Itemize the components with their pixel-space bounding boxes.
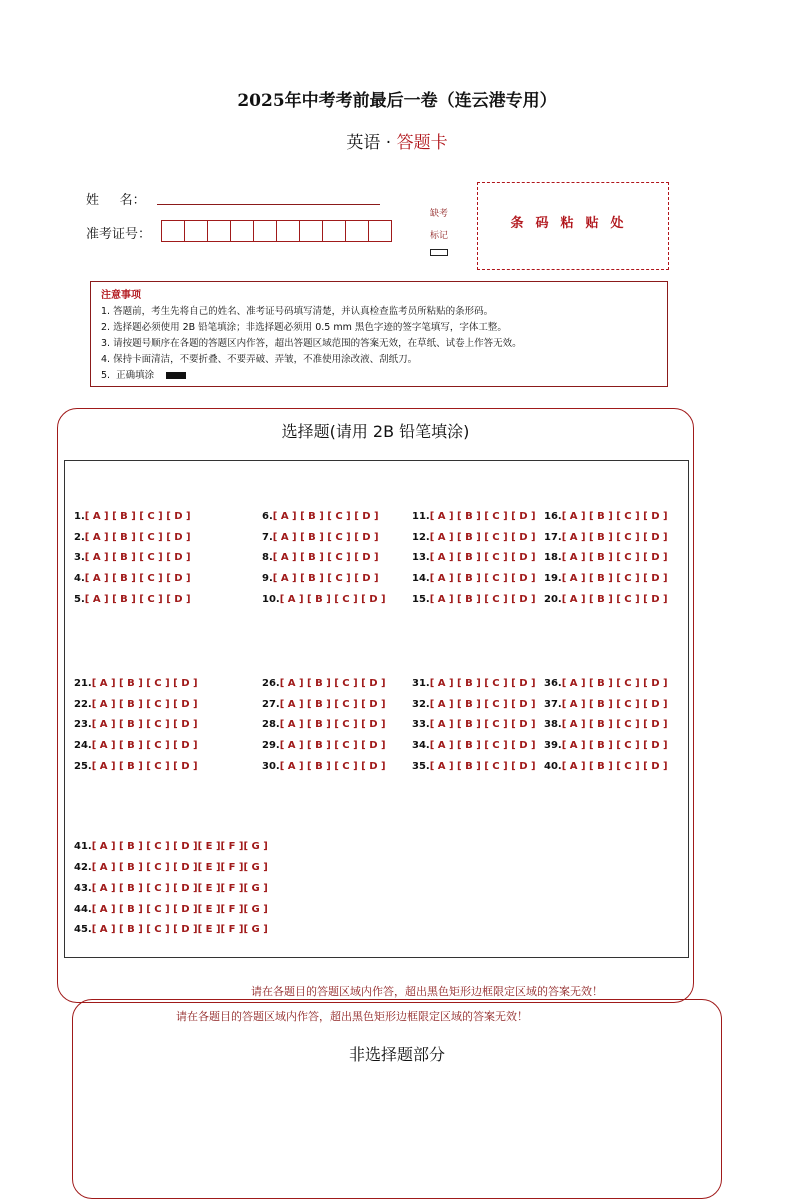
answer-bubbles[interactable]: [ A ] [ B ] [ C ] [ D ] bbox=[279, 678, 386, 689]
answer-bubbles[interactable]: [ A ] [ B ] [ C ] [ D ][ E ][ F ][ G ] bbox=[91, 862, 268, 873]
question-row bbox=[544, 511, 668, 522]
answer-bubbles[interactable]: [ A ] [ B ] [ C ] [ D ] bbox=[429, 699, 536, 710]
question-number: 23. bbox=[74, 719, 92, 730]
question-row bbox=[412, 699, 536, 710]
answer-bubbles[interactable]: [ A ] [ B ] [ C ] [ D ][ E ][ F ][ G ] bbox=[91, 904, 268, 915]
question-row bbox=[262, 719, 386, 730]
question-number: 27. bbox=[262, 699, 280, 710]
question-row bbox=[74, 678, 198, 689]
question-number: 33. bbox=[412, 719, 430, 730]
question-row bbox=[412, 594, 536, 605]
question-row bbox=[74, 552, 191, 563]
answer-bubbles[interactable]: [ A ] [ B ] [ C ] [ D ] bbox=[279, 761, 386, 772]
answer-bubbles[interactable]: [ A ] [ B ] [ C ] [ D ] bbox=[279, 740, 386, 751]
answer-bubbles[interactable]: [ A ] [ B ] [ C ] [ D ] bbox=[561, 740, 668, 751]
exam-id-label: 准考证号： bbox=[86, 227, 152, 242]
answer-bubbles[interactable]: [ A ] [ B ] [ C ] [ D ] bbox=[429, 511, 536, 522]
question-number: 31. bbox=[412, 678, 430, 689]
question-number: 39. bbox=[544, 740, 562, 751]
question-row bbox=[544, 761, 668, 772]
answer-bubbles[interactable]: [ A ] [ B ] [ C ] [ D ] bbox=[561, 678, 668, 689]
question-row bbox=[412, 761, 536, 772]
non-choice-section bbox=[72, 999, 722, 1199]
question-number: 35. bbox=[412, 761, 430, 772]
question-number: 40. bbox=[544, 761, 562, 772]
question-number: 44. bbox=[74, 904, 92, 915]
question-number: 14. bbox=[412, 573, 430, 584]
answer-bubbles[interactable]: [ A ] [ B ] [ C ] [ D ] bbox=[429, 678, 536, 689]
question-number: 30. bbox=[262, 761, 280, 772]
non-choice-section-title: 非选择题部分 bbox=[348, 1045, 445, 1064]
question-row bbox=[262, 552, 379, 563]
answer-bubbles[interactable]: [ A ] [ B ] [ C ] [ D ] bbox=[84, 573, 191, 584]
question-row bbox=[412, 511, 536, 522]
question-row bbox=[262, 594, 386, 605]
boundary-warning-2: 请在各题目的答题区域内作答，超出黑色矩形边框限定区域的答案无效！ bbox=[176, 1010, 528, 1023]
question-row bbox=[412, 552, 536, 563]
answer-bubbles[interactable]: [ A ] [ B ] [ C ] [ D ][ E ][ F ][ G ] bbox=[91, 924, 268, 935]
question-row bbox=[74, 573, 191, 584]
boundary-warning-1: 请在各题目的答题区域内作答，超出黑色矩形边框限定区域的答案无效！ bbox=[251, 985, 603, 998]
question-number: 22. bbox=[74, 699, 92, 710]
answer-bubbles[interactable]: [ A ] [ B ] [ C ] [ D ] bbox=[561, 511, 668, 522]
question-row bbox=[412, 719, 536, 730]
question-number: 24. bbox=[74, 740, 92, 751]
notes-title: 注意事项 bbox=[101, 290, 141, 301]
question-number: 37. bbox=[544, 699, 562, 710]
answer-bubbles[interactable]: [ A ] [ B ] [ C ] [ D ] bbox=[272, 573, 379, 584]
question-row bbox=[74, 883, 268, 894]
answer-card-label: 答题卡 bbox=[396, 133, 448, 153]
question-number: 8. bbox=[262, 552, 273, 563]
question-number: 45. bbox=[74, 924, 92, 935]
notes-box bbox=[90, 281, 668, 387]
question-row bbox=[544, 699, 668, 710]
question-row bbox=[262, 740, 386, 751]
question-number: 3. bbox=[74, 552, 85, 563]
exam-id-digit-box[interactable] bbox=[299, 220, 323, 242]
question-row bbox=[544, 740, 668, 751]
answer-bubbles[interactable]: [ A ] [ B ] [ C ] [ D ] bbox=[429, 552, 536, 563]
answer-bubbles[interactable]: [ A ] [ B ] [ C ] [ D ] bbox=[84, 552, 191, 563]
question-number: 4. bbox=[74, 573, 85, 584]
answer-bubbles[interactable]: [ A ] [ B ] [ C ] [ D ] bbox=[429, 740, 536, 751]
answer-bubbles[interactable]: [ A ] [ B ] [ C ] [ D ] bbox=[272, 511, 379, 522]
question-number: 10. bbox=[262, 594, 280, 605]
subject-heading bbox=[0, 128, 794, 153]
question-row bbox=[262, 761, 386, 772]
note-item-4: 4. 保持卡面清洁，不要折叠、不要弄破、弄皱，不准使用涂改液、刮纸刀。 bbox=[101, 354, 418, 365]
question-number: 15. bbox=[412, 594, 430, 605]
answer-bubbles[interactable]: [ A ] [ B ] [ C ] [ D ] bbox=[561, 573, 668, 584]
question-number: 6. bbox=[262, 511, 273, 522]
answer-bubbles[interactable]: [ A ] [ B ] [ C ] [ D ][ E ][ F ][ G ] bbox=[91, 883, 268, 894]
absent-line-1: 缺考 bbox=[429, 209, 448, 219]
barcode-label: 条码粘贴处 bbox=[510, 216, 636, 231]
question-row bbox=[412, 532, 536, 543]
question-row bbox=[74, 719, 198, 730]
question-row bbox=[544, 678, 668, 689]
exam-title: 2025年中考考前最后一卷（连云港专用） bbox=[237, 91, 557, 111]
answer-bubbles[interactable]: [ A ] [ B ] [ C ] [ D ] bbox=[561, 761, 668, 772]
answer-bubbles[interactable]: [ A ] [ B ] [ C ] [ D ] bbox=[561, 532, 668, 543]
question-row bbox=[74, 841, 268, 852]
answer-bubbles[interactable]: [ A ] [ B ] [ C ] [ D ] bbox=[561, 699, 668, 710]
answer-bubbles[interactable]: [ A ] [ B ] [ C ] [ D ] bbox=[429, 761, 536, 772]
exam-id-digit-box[interactable] bbox=[161, 220, 185, 242]
answer-bubbles[interactable]: [ A ] [ B ] [ C ] [ D ] bbox=[429, 594, 536, 605]
question-number: 25. bbox=[74, 761, 92, 772]
absent-line-2: 标记 bbox=[429, 231, 448, 241]
note-item-1: 1. 答题前，考生先将自己的姓名、准考证号码填写清楚，并认真检查监考员所粘贴的条形码。 bbox=[101, 306, 494, 317]
question-row bbox=[74, 699, 198, 710]
note-item-3: 3. 请按题号顺序在各题的答题区内作答，超出答题区域范围的答案无效，在草纸、试卷上作答无效。 bbox=[101, 338, 522, 349]
question-number: 9. bbox=[262, 573, 273, 584]
question-number: 19. bbox=[544, 573, 562, 584]
question-number: 2. bbox=[74, 532, 85, 543]
question-row bbox=[544, 552, 668, 563]
absent-checkbox[interactable] bbox=[430, 249, 448, 256]
question-number: 41. bbox=[74, 841, 92, 852]
question-number: 5. bbox=[74, 594, 85, 605]
question-number: 17. bbox=[544, 532, 562, 543]
question-number: 12. bbox=[412, 532, 430, 543]
question-number: 42. bbox=[74, 862, 92, 873]
answer-bubbles[interactable]: [ A ] [ B ] [ C ] [ D ] bbox=[429, 573, 536, 584]
question-row bbox=[412, 573, 536, 584]
question-row bbox=[74, 924, 268, 935]
answer-bubbles[interactable]: [ A ] [ B ] [ C ] [ D ] bbox=[561, 719, 668, 730]
question-number: 29. bbox=[262, 740, 280, 751]
note-item-5 bbox=[101, 368, 667, 384]
answer-bubbles[interactable]: [ A ] [ B ] [ C ] [ D ] bbox=[84, 594, 191, 605]
question-number: 38. bbox=[544, 719, 562, 730]
question-row bbox=[262, 678, 386, 689]
question-number: 11. bbox=[412, 511, 430, 522]
exam-id-digit-box[interactable] bbox=[368, 220, 392, 242]
question-number: 16. bbox=[544, 511, 562, 522]
exam-id-digit-box[interactable] bbox=[276, 220, 300, 242]
answer-bubbles[interactable]: [ A ] [ B ] [ C ] [ D ] bbox=[561, 552, 668, 563]
answer-bubbles[interactable]: [ A ] [ B ] [ C ] [ D ] bbox=[279, 594, 386, 605]
question-row bbox=[262, 573, 379, 584]
question-row bbox=[412, 678, 536, 689]
question-row bbox=[544, 573, 668, 584]
question-number: 1. bbox=[74, 511, 85, 522]
answer-bubbles[interactable]: [ A ] [ B ] [ C ] [ D ] bbox=[272, 552, 379, 563]
question-row bbox=[544, 594, 668, 605]
answer-bubbles[interactable]: [ A ] [ B ] [ C ] [ D ] bbox=[429, 719, 536, 730]
absent-mark-label bbox=[421, 203, 457, 247]
question-number: 26. bbox=[262, 678, 280, 689]
question-row bbox=[412, 740, 536, 751]
question-row bbox=[74, 511, 191, 522]
note-item-2: 2. 选择题必须使用 2B 铅笔填涂；非选择题必须用 0.5 mm 黑色字迹的签字笔填写，字体工整。 bbox=[101, 322, 507, 333]
question-row bbox=[74, 594, 191, 605]
question-row bbox=[544, 719, 668, 730]
exam-id-boxes[interactable] bbox=[161, 220, 391, 242]
question-row bbox=[74, 904, 268, 915]
question-number: 32. bbox=[412, 699, 430, 710]
exam-id-digit-box[interactable] bbox=[322, 220, 346, 242]
answer-bubbles[interactable]: [ A ] [ B ] [ C ] [ D ] bbox=[91, 699, 198, 710]
answer-bubbles[interactable]: [ A ] [ B ] [ C ] [ D ] bbox=[279, 699, 386, 710]
answer-bubbles[interactable]: [ A ] [ B ] [ C ] [ D ] bbox=[91, 678, 198, 689]
answer-bubbles[interactable]: [ A ] [ B ] [ C ] [ D ] bbox=[84, 532, 191, 543]
question-row bbox=[262, 511, 379, 522]
exam-id-digit-box[interactable] bbox=[230, 220, 254, 242]
question-number: 7. bbox=[262, 532, 273, 543]
question-number: 36. bbox=[544, 678, 562, 689]
question-number: 34. bbox=[412, 740, 430, 751]
answer-bubbles[interactable]: [ A ] [ B ] [ C ] [ D ] bbox=[91, 761, 198, 772]
answer-bubbles[interactable]: [ A ] [ B ] [ C ] [ D ] bbox=[91, 719, 198, 730]
question-number: 21. bbox=[74, 678, 92, 689]
question-number: 28. bbox=[262, 719, 280, 730]
question-row bbox=[74, 740, 198, 751]
exam-id-digit-box[interactable] bbox=[207, 220, 231, 242]
question-number: 18. bbox=[544, 552, 562, 563]
question-row bbox=[74, 862, 268, 873]
exam-id-digit-box[interactable] bbox=[345, 220, 369, 242]
answer-bubbles[interactable]: [ A ] [ B ] [ C ] [ D ] bbox=[91, 740, 198, 751]
answer-bubbles[interactable]: [ A ] [ B ] [ C ] [ D ] bbox=[561, 594, 668, 605]
name-label: 姓 名： bbox=[86, 193, 146, 208]
question-number: 43. bbox=[74, 883, 92, 894]
question-row bbox=[74, 761, 198, 772]
note-item-5-text: 5. 正确填涂 bbox=[101, 370, 155, 381]
question-row bbox=[262, 532, 379, 543]
answer-bubbles[interactable]: [ A ] [ B ] [ C ] [ D ] bbox=[429, 532, 536, 543]
answer-bubbles[interactable]: [ A ] [ B ] [ C ] [ D ] bbox=[279, 719, 386, 730]
exam-id-digit-box[interactable] bbox=[253, 220, 277, 242]
question-row bbox=[544, 532, 668, 543]
question-number: 20. bbox=[544, 594, 562, 605]
name-field[interactable] bbox=[157, 204, 380, 205]
exam-id-digit-box[interactable] bbox=[184, 220, 208, 242]
separator-dot: · bbox=[385, 133, 392, 153]
question-number: 13. bbox=[412, 552, 430, 563]
answer-bubbles[interactable]: [ A ] [ B ] [ C ] [ D ][ E ][ F ][ G ] bbox=[91, 841, 268, 852]
answer-bubbles[interactable]: [ A ] [ B ] [ C ] [ D ] bbox=[84, 511, 191, 522]
question-row bbox=[74, 532, 191, 543]
question-row bbox=[262, 699, 386, 710]
subject-name: 英语 bbox=[346, 133, 381, 153]
filled-bubble-example bbox=[166, 372, 186, 379]
answer-bubbles[interactable]: [ A ] [ B ] [ C ] [ D ] bbox=[272, 532, 379, 543]
choice-section-title: 选择题(请用 2B 铅笔填涂) bbox=[281, 422, 470, 441]
